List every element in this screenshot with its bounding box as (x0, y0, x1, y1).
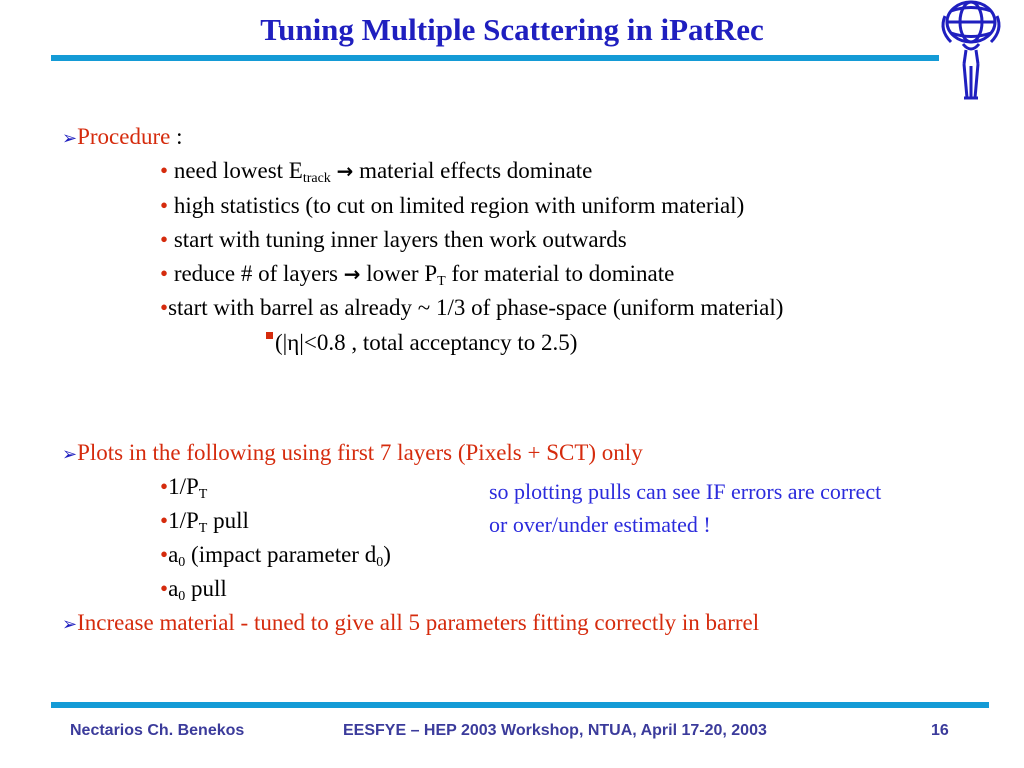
slide-title: Tuning Multiple Scattering in iPatRec (260, 12, 764, 47)
pulls-note-line-1: so plotting pulls can see IF errors are correct (489, 479, 882, 504)
procedure-heading: ➢Procedure : (62, 124, 183, 149)
plot-item-inv-pt: $•1/P_T$ (160, 474, 208, 502)
procedure-item-statistics: • high statistics (to cut on limited region with uniform material) (160, 193, 745, 218)
procedure-item-energy: • need lowest $E_{track}$ → material effects dominate (160, 158, 593, 186)
increase-material-heading: ➢Increase material - tuned to give all 5 parameters fitting correctly in barrel (62, 610, 760, 635)
arrowhead-bullet-icon: ➢ (62, 128, 78, 149)
plot-item-a0-pull: $•a_0$ pull (160, 576, 227, 604)
footer-divider (51, 702, 989, 708)
right-arrow-icon: → (336, 159, 354, 183)
procedure-item-reduce-layers: • reduce # of layers → lower $P_T$ for material to dominate (160, 261, 675, 289)
procedure-subitem-eta: (|η|<0.8 , total acceptancy to 2.5) (266, 328, 577, 358)
title-divider (51, 55, 939, 61)
procedure-item-barrel: •start with barrel as already ~ 1/3 of phase-space (uniform material) (160, 295, 784, 320)
atlas-logo (937, 0, 1005, 102)
pulls-note-line-2: or over/under estimated ! (489, 512, 711, 537)
footer-event: EESFYE – HEP 2003 Workshop, NTUA, April 17-20, 2003 (343, 722, 767, 739)
square-bullet-icon (266, 332, 273, 339)
plot-item-a0: $•a_0$ (impact parameter $d_0$) (160, 542, 391, 570)
arrowhead-bullet-icon: ➢ (62, 614, 78, 635)
plots-heading: ➢Plots in the following using first 7 layers (Pixels + SCT) only (62, 440, 643, 465)
footer-author: Nectarios Ch. Benekos (70, 722, 245, 739)
plot-item-inv-pt-pull: $•1/P_T$ pull (160, 508, 249, 536)
right-arrow-icon: → (343, 262, 361, 286)
page-number: 16 (931, 722, 949, 739)
procedure-item-inner-layers: • start with tuning inner layers then work outwards (160, 227, 627, 252)
arrowhead-bullet-icon: ➢ (62, 444, 78, 465)
